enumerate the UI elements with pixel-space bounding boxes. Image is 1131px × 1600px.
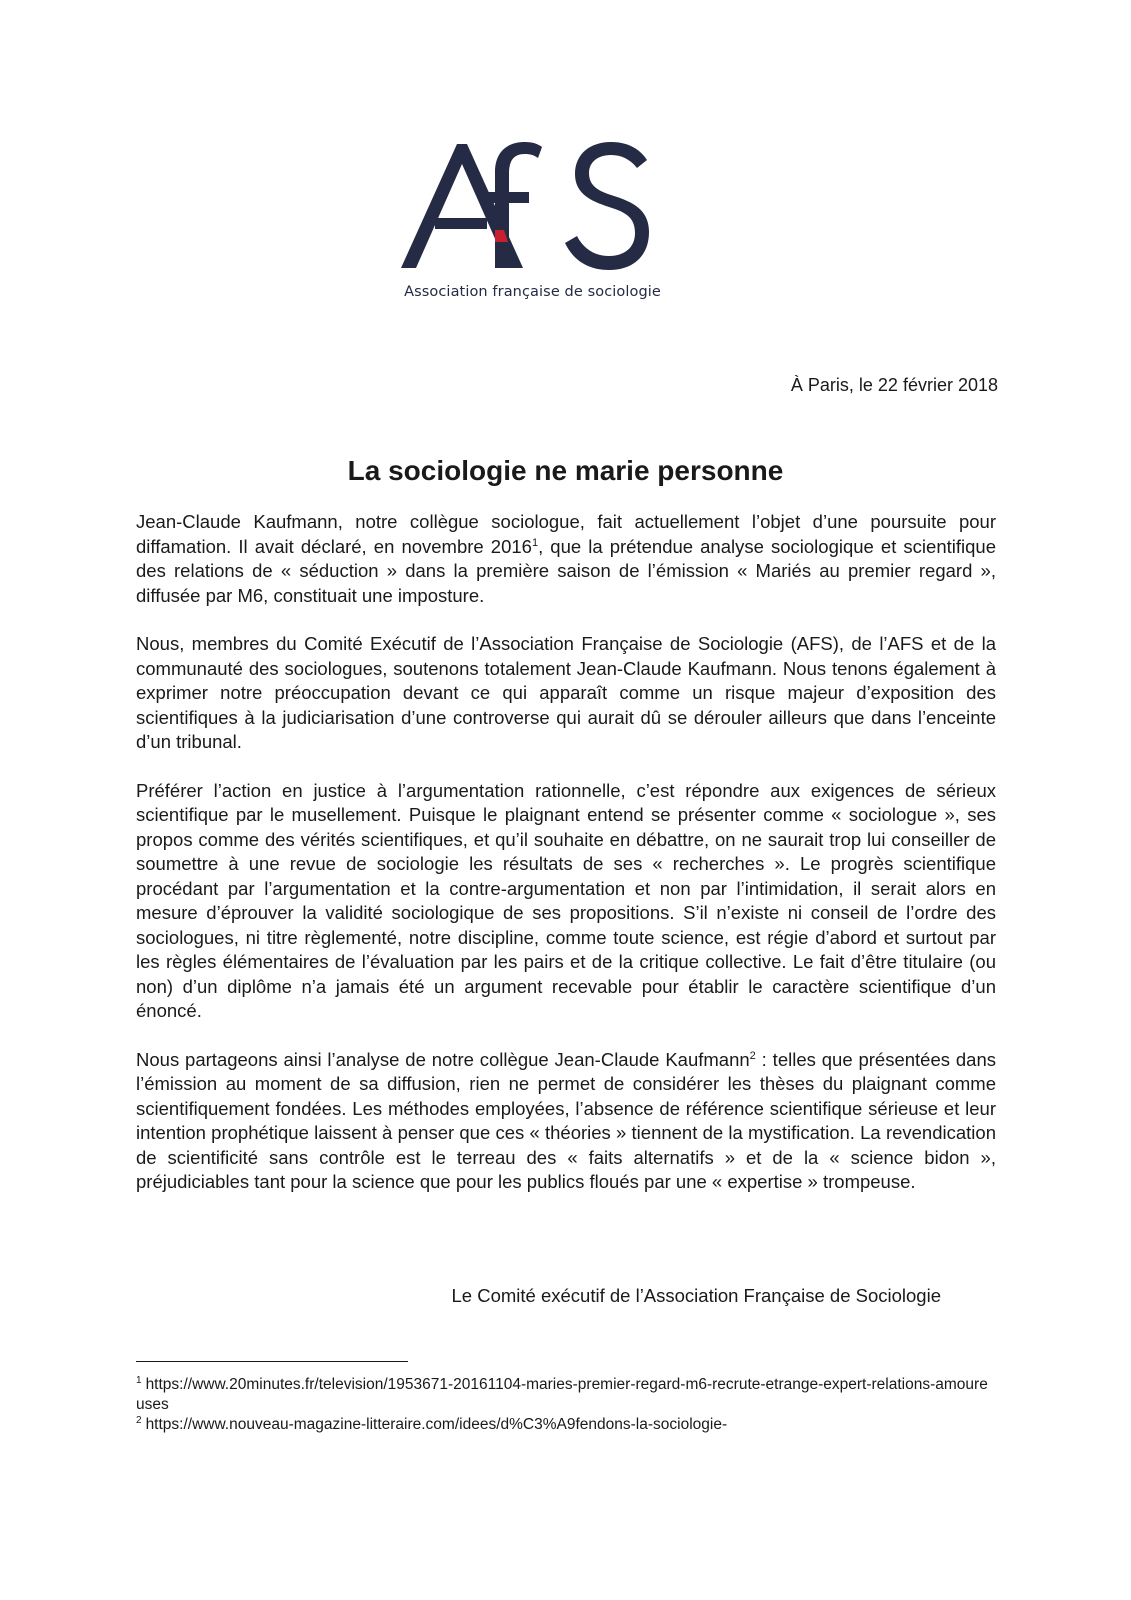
footnote-2-number: 2 bbox=[136, 1414, 142, 1426]
afs-logo-mark bbox=[395, 130, 670, 280]
paragraph-1 bbox=[136, 510, 996, 608]
letter-body bbox=[136, 510, 996, 1219]
paragraph-4-text-a: Nous partageons ainsi l’analyse de notre collègue Jean-Claude Kaufmann bbox=[136, 1048, 750, 1070]
footnote-ref-1: 1 bbox=[531, 536, 539, 549]
paragraph-3: Préférer l’action en justice à l’argumentation rationnelle, c’est répondre aux exigences de sérieux scientifique par le musellement. Puisque le plaignant entend se présenter comme « sociologue », ses propos comme des vérités scientifiques, et qu’il souhaite en débattre, on ne saurait trop lui conseiller de soumettre à une revue de sociologie les résultats de ses « recherches ». Le progrès scientifique procédant par l’argumentation et la contre-argumentation et non par l’intimidation, il serait alors en mesure d’éprouver la validité sociologique de ses propositions. S’il n’existe ni conseil de l’ordre des sociologues, ni titre règlementé, notre discipline, comme toute science, est régie d’abord et surtout par les règles élémentaires de l’évaluation par les pairs et de la critique collective. Le fait d’être titulaire (ou non) d’un diplôme n’a jamais été un argument recevable pour établir le caractère scientifique d’un énoncé. bbox=[136, 779, 996, 1021]
footnotes bbox=[136, 1375, 996, 1435]
footnote-divider bbox=[136, 1361, 408, 1362]
afs-logo bbox=[395, 130, 670, 310]
footnote-1-number: 1 bbox=[136, 1374, 142, 1386]
footnote-1 bbox=[136, 1375, 996, 1415]
footnote-1-link[interactable]: https://www.20minutes.fr/television/1953671-20161104-maries-premier-regard-m6-recrute-etrange-expert-relations-amoureuses bbox=[136, 1376, 988, 1413]
document-title: La sociologie ne marie personne bbox=[347, 455, 784, 486]
footnote-2-link[interactable]: https://www.nouveau-magazine-litteraire.com/idees/d%C3%A9fendons-la-sociologie- bbox=[145, 1416, 728, 1433]
paragraph-1-text-a: Jean-Claude Kaufmann, notre collègue sociologue, fait actuellement l’objet d’une poursuite pour diffamation. Il avait déclaré, en novembre 2016 bbox=[136, 511, 996, 557]
paragraph-2: Nous, membres du Comité Exécutif de l’Association Française de Sociologie (AFS), de l’AFS et de la communauté des sociologues, soutenons totalement Jean-Claude Kaufmann. Nous tenons également à exprimer notre préoccupation devant ce qui apparaît comme un risque majeur d’exposition des scientifiques à la judiciarisation d’une controverse qui aurait dû se dérouler ailleurs que dans l’enceinte d’un tribunal. bbox=[136, 633, 996, 752]
paragraph-4-text-b: : telles que présentées dans l’émission au moment de sa diffusion, rien ne permet de considérer les thèses du plaignant comme scientifiquement fondées. Les méthodes employées, l’absence de référence scientifique sérieuse et leur intention prophétique laissent à penser que ces « théories » tiennent de la mystification. La revendication de scientificité sans contrôle est le terreau des « faits alternatifs » et de la « science bidon », préjudiciables tant pour la science que pour les publics floués par une « expertise » trompeuse. bbox=[136, 1048, 997, 1192]
footnote-ref-2: 2 bbox=[749, 1049, 756, 1062]
logo-tagline: Association française de sociologie bbox=[404, 284, 661, 300]
footnote-2 bbox=[136, 1415, 996, 1435]
paragraph-4 bbox=[136, 1048, 996, 1195]
date-line: À Paris, le 22 février 2018 bbox=[790, 375, 998, 395]
paragraph-1-text-b: , que la prétendue analyse sociologique et scientifique des relations de « séduction » dans la première saison de l’émission « Mariés au premier regard », diffusée par M6, constituait une imposture. bbox=[136, 535, 996, 606]
signature: Le Comité exécutif de l’Association Française de Sociologie bbox=[451, 1285, 941, 1306]
